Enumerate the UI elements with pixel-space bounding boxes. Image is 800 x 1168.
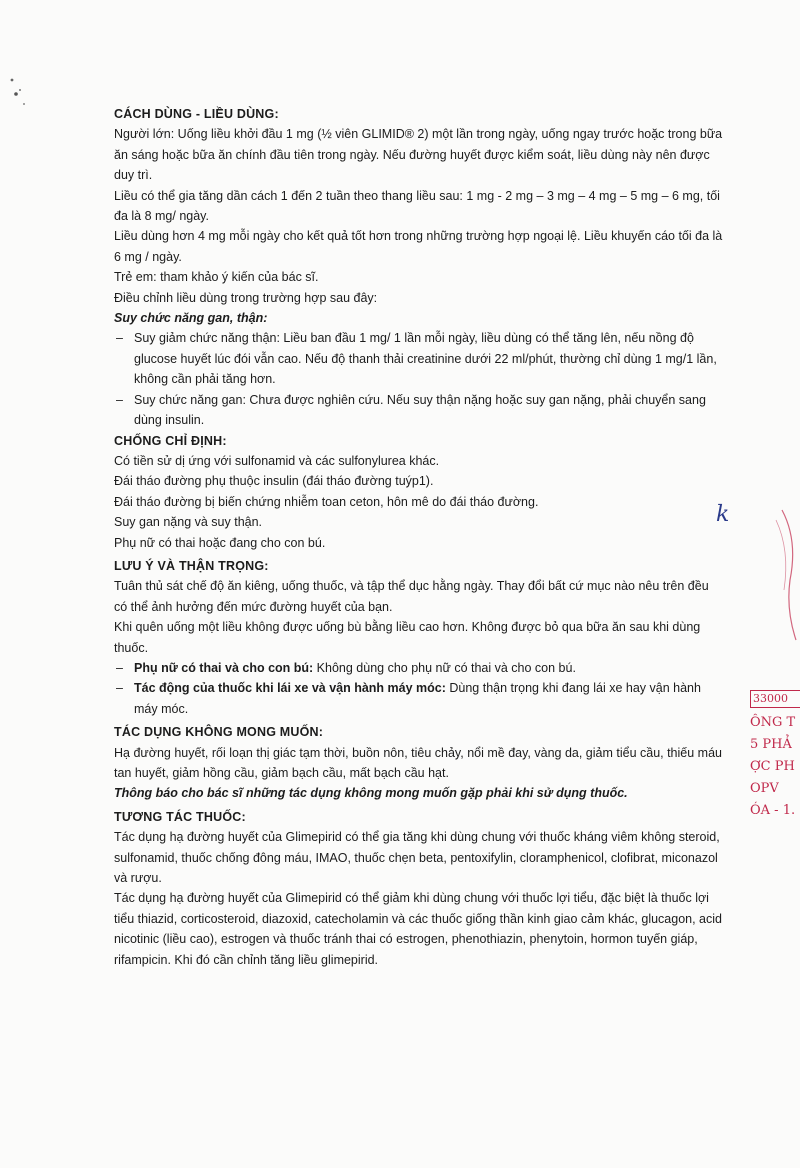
section-heading-adverse-effects: TÁC DỤNG KHÔNG MONG MUỐN: — [114, 725, 324, 740]
stamp-line: ÔNG T — [750, 715, 796, 730]
stamp-line: 33000 — [750, 690, 800, 708]
contra-item: Suy gan nặng và suy thận. — [114, 515, 263, 530]
handwritten-initial: k — [716, 502, 730, 527]
contra-item: Có tiền sử dị ứng với sulfonamid và các sulfonylurea khác. — [114, 453, 440, 468]
section-heading-interactions: TƯƠNG TÁC THUỐC: — [114, 809, 246, 824]
caution-missed-dose: Khi quên uống một liều không được uống bù bằng liều cao hơn. Không được bỏ qua bữa ăn sau khi dùng thuốc. — [114, 620, 701, 655]
bullet-pregnancy-label: Phụ nữ có thai và cho con bú: — [134, 660, 314, 675]
section-heading-dosage: CÁCH DÙNG - LIỀU DÙNG: — [114, 107, 279, 121]
adverse-notice: Thông báo cho bác sĩ những tác dụng không mong muốn gặp phải khi sử dụng thuốc. — [114, 786, 628, 801]
subheading-liver-kidney: Suy chức năng gan, thận: — [114, 311, 268, 326]
bullet-driving-text: Dùng thận trọng khi đang lái xe hay vận hành máy móc. — [134, 681, 701, 716]
bullet-driving — [114, 678, 724, 719]
interaction-increase: Tác dụng hạ đường huyết của Glimepirid có thể gia tăng khi dùng chung với thuốc kháng viêm không steroid, sulfonamid, thuốc chống đông máu, IMAO, thuốc chẹn beta, pentoxifylin, cloramphenicol, clofibrat, miconazol và rượu. — [114, 830, 720, 886]
contra-item: Phụ nữ có thai hoặc đang cho con bú. — [114, 535, 326, 550]
section-heading-contraindications: CHỐNG CHỈ ĐỊNH: — [114, 433, 227, 448]
stamp-line: OPV — [750, 781, 779, 796]
stamp-line: ỢC PH — [750, 759, 795, 774]
dosage-max: Liều dùng hơn 4 mg mỗi ngày cho kết quả tốt hơn trong những trường hợp ngoại lệ. Liều khuyến cáo tối đa là 6 mg / ngày. — [114, 229, 723, 264]
caution-diet: Tuân thủ sát chế độ ăn kiêng, uống thuốc, và tập thể dục hằng ngày. Thay đổi bất cứ mục nào nêu trên đều có thể ảnh hưởng đến mức đường huyết của bạn. — [114, 579, 709, 614]
stamp-line: 5 PHẢ — [750, 737, 792, 752]
dosage-adult: Người lớn: Uống liều khởi đầu 1 mg (½ viên GLIMID® 2) một lần trong ngày, uống ngay trước hoặc trong bữa ăn sáng hoặc bữa ăn chính đầu tiên trong ngày. Nếu đường huyết được kiểm soát, liều dùng này nên được duy trì. — [114, 127, 723, 183]
dosage-adjust: Điều chỉnh liều dùng trong trường hợp sau đây: — [114, 290, 378, 305]
contra-item: Đái tháo đường phụ thuộc insulin (đái tháo đường tuýp1). — [114, 474, 434, 489]
contra-item: Đái tháo đường bị biến chứng nhiễm toan ceton, hôn mê do đái tháo đường. — [114, 494, 539, 509]
section-heading-cautions: LƯU Ý VÀ THẬN TRỌNG: — [114, 558, 269, 573]
bullet-pregnancy — [114, 658, 724, 678]
bullet-kidney: – Suy giảm chức năng thận: Liều ban đầu 1 mg/ 1 lần mỗi ngày, liều dùng có thể tăng lên, nếu nồng độ glucose huyết lúc đói vẫn cao. Nếu độ thanh thải creatinine dưới 22 ml/phút, thường chỉ dùng 1 mg/1 lần, không cần phải tăng hơn. — [114, 328, 724, 389]
dosage-children: Trẻ em: tham khảo ý kiến của bác sĩ. — [114, 270, 319, 285]
red-stamp-fragment — [750, 690, 800, 830]
stamp-line: ÓA - 1. — [750, 803, 796, 818]
leaflet-text — [114, 104, 724, 970]
interaction-decrease: Tác dụng hạ đường huyết của Glimepirid có thể giảm khi dùng chung với thuốc lợi tiểu, đặc biệt là thuốc lợi tiểu thiazid, corticosteroid, diazoxid, catecholamin và các thuốc giống thần kinh giao cảm khác, glucagon, acid nicotinic (liều cao), estrogen và thuốc tránh thai có estrogen, phenothiazin, phenytoin, hormon tuyến giáp, rifampicin. Khi đó cần chỉnh tăng liều glimepirid. — [114, 891, 722, 967]
adverse-list: Hạ đường huyết, rối loạn thị giác tạm thời, buồn nôn, tiêu chảy, nổi mề đay, vàng da, giảm tiểu cầu, thiếu máu tan huyết, giảm hồng cầu, giảm bạch cầu, mất bạch cầu hạt. — [114, 745, 722, 780]
dosage-titration: Liều có thể gia tăng dần cách 1 đến 2 tuần theo thang liều sau: 1 mg - 2 mg – 3 mg – 4 mg – 5 mg – 6 mg, tối đa là 8 mg/ ngày. — [114, 188, 720, 224]
bullet-liver: – Suy chức năng gan: Chưa được nghiên cứu. Nếu suy thận nặng hoặc suy gan nặng, phải chuyển sang dùng insulin. — [114, 390, 724, 431]
red-seal-fragment — [740, 500, 800, 650]
bullet-driving-label: Tác động của thuốc khi lái xe và vận hành máy móc: — [134, 681, 446, 696]
scan-speck-marks — [4, 60, 34, 110]
bullet-pregnancy-text: Không dùng cho phụ nữ có thai và cho con bú. — [313, 660, 576, 675]
